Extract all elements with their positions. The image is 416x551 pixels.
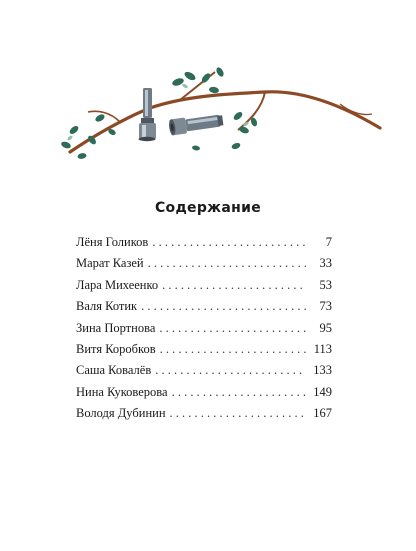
table-of-contents	[76, 232, 332, 425]
branch-illustration	[0, 0, 416, 190]
toc-entry	[76, 339, 332, 360]
toc-entry-name: Саша Ковалёв	[76, 363, 152, 378]
dot-leader	[170, 403, 306, 424]
toc-entry-name: Лара Михеенко	[76, 277, 159, 292]
toc-entry	[76, 360, 332, 381]
toc-entry-page: 167	[313, 406, 332, 421]
toc-entry-name: Лёня Голиков	[76, 235, 149, 249]
toc-entry-name: Володя Дубинин	[76, 406, 166, 421]
dot-leader	[155, 360, 306, 381]
toc-entry-name: Зина Портнова	[76, 320, 156, 335]
dot-leader	[152, 232, 306, 253]
dot-leader	[141, 296, 306, 317]
toc-entry	[76, 382, 332, 403]
toc-entry	[76, 403, 332, 424]
toc-entry-name: Валя Котик	[76, 299, 138, 314]
toc-entry-name: Витя Коробков	[76, 341, 156, 356]
toc-entry-page: 7	[325, 235, 332, 249]
toc-entry-page: 73	[319, 299, 332, 314]
dot-leader	[172, 382, 306, 403]
toc-entry-page: 133	[313, 363, 332, 378]
dot-leader	[159, 318, 306, 339]
toc-entry-name: Марат Казей	[76, 256, 144, 271]
toc-entry	[76, 232, 332, 253]
toc-entry	[76, 296, 332, 317]
toc-entry	[76, 253, 332, 274]
toc-entry-page: 95	[319, 320, 332, 335]
toc-entry-name: Нина Куковерова	[76, 384, 168, 399]
page-title: Содержание	[154, 200, 262, 216]
toc-entry	[76, 318, 332, 339]
dot-leader	[148, 253, 306, 274]
toc-entry-page: 33	[319, 256, 332, 271]
dot-leader	[162, 275, 306, 296]
toc-entry-page: 113	[313, 341, 332, 356]
toc-entry-page: 53	[319, 277, 332, 292]
toc-entry-page: 149	[313, 384, 332, 399]
toc-entry	[76, 275, 332, 296]
dot-leader	[160, 339, 306, 360]
